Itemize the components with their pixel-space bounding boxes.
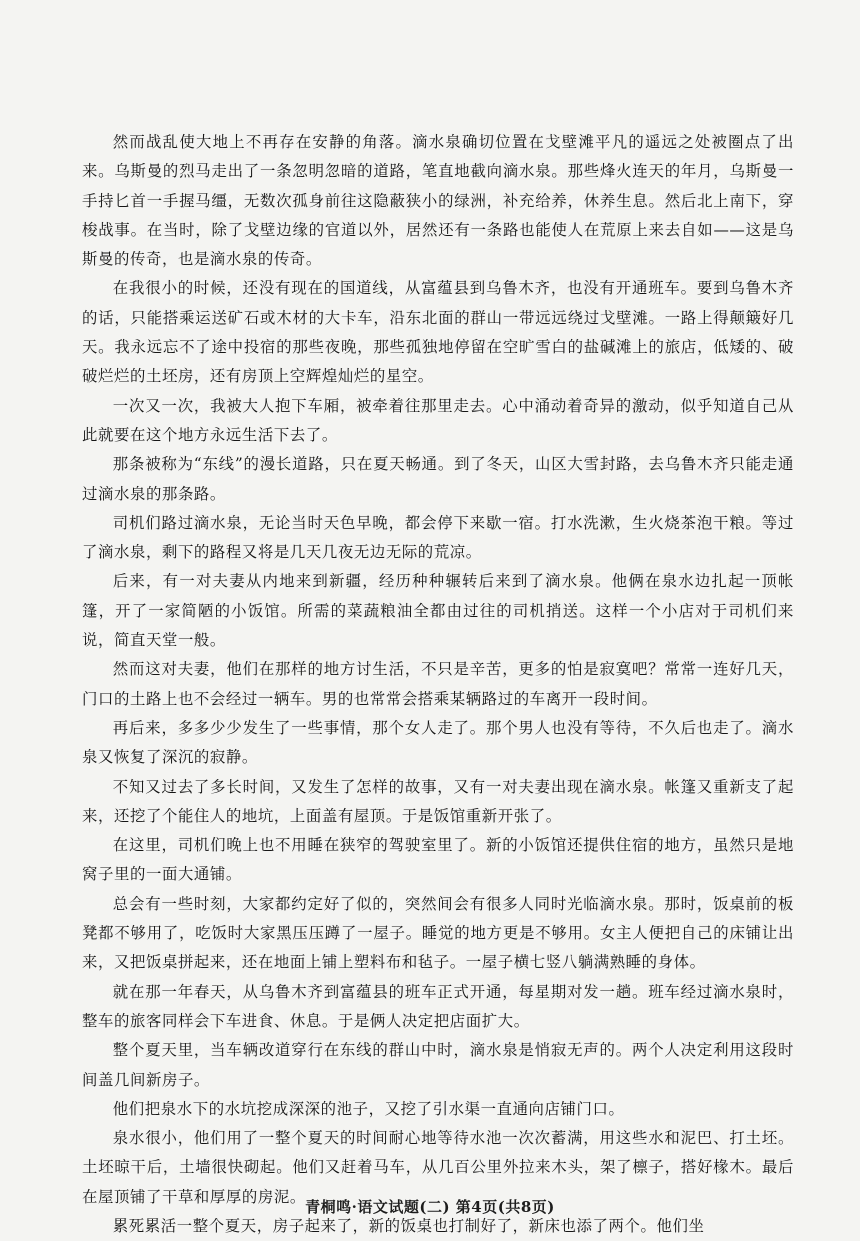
paragraph: 累死累活一整个夏天，房子起来了，新的饭桌也打制好了，新床也添了两个。他们坐: [112, 1216, 705, 1235]
paragraph: 然而战乱使大地上不再存在安静的角落。滴水泉确切位置在戈壁滩平凡的遥远之处被圈点了出来。乌斯曼的烈马走出了一条忽明忽暗的道路，笔直地截向滴水泉。那些烽火连天的年月，乌斯曼一手持匕首一手握马缰，无数次孤身前往这隐蔽狭小的绿洲，补充给养，休养生息。然后北上南下，穿梭战事。在当时，除了戈壁边缘的官道以外，居然还有一条路也能使人在荒原上来去自如——这是乌斯曼的传奇，也是滴水泉的传奇。: [82, 133, 794, 269]
paragraph: 然而这对夫妻，他们在那样的地方讨生活，不只是辛苦，更多的怕是寂寞吧？常常一连好几天，门口的土路上也不会经过一辆车。男的也常常会搭乘某辆路过的车离开一段时间。: [82, 660, 794, 708]
paragraph: 不知又过去了多长时间，又发生了怎样的故事，又有一对夫妻出现在滴水泉。帐篷又重新支了起来，还挖了个能住人的地坑，上面盖有屋顶。于是饭馆重新开张了。: [82, 777, 794, 825]
paragraph: 后来，有一对夫妻从内地来到新疆，经历种种辗转后来到了滴水泉。他俩在泉水边扎起一顶帐篷，开了一家简陋的小饭馆。所需的菜蔬粮油全都由过往的司机捎送。这样一个小店对于司机们来说，简直天堂一般。: [82, 572, 794, 650]
paragraph: 整个夏天里，当车辆改道穿行在东线的群山中时，滴水泉是悄寂无声的。两个人决定利用这段时间盖几间新房子。: [82, 1041, 794, 1089]
paragraph: 在这里，司机们晚上也不用睡在狭窄的驾驶室里了。新的小饭馆还提供住宿的地方，虽然只是地窝子里的一面大通铺。: [82, 836, 794, 884]
paragraph: 司机们路过滴水泉，无论当时天色早晚，都会停下来歇一宿。打水洗漱，生火烧茶泡干粮。等过了滴水泉，剩下的路程又将是几天几夜无边无际的荒凉。: [82, 513, 794, 562]
paragraph: 再后来，多多少少发生了一些事情，那个女人走了。那个男人也没有等待，不久后也走了。滴水泉又恢复了深沉的寂静。: [82, 718, 794, 767]
paragraph: 他们把泉水下的水坑挖成深深的池子，又挖了引水渠一直通向店铺门口。: [112, 1099, 625, 1118]
paragraph: 就在那一年春天，从乌鲁木齐到富蕴县的班车正式开通，每星期对发一趟。班车经过滴水泉时，整车的旅客同样会下车进食、休息。于是俩人决定把店面扩大。: [82, 982, 794, 1030]
paragraph: 那条被称为“东线”的漫长道路，只在夏天畅通。到了冬天，山区大雪封路，去乌鲁木齐只能走通过滴水泉的那条路。: [82, 455, 794, 503]
paragraph: 泉水很小，他们用了一整个夏天的时间耐心地等待水池一次次蓄满，用这些水和泥巴、打土坯。土坯晾干后，土墙很快砌起。他们又赶着马车，从几百公里外拉来木头，架了檩子，搭好椽木。最后在屋顶铺了干草和厚厚的房泥。: [82, 1129, 794, 1206]
paragraph: 总会有一些时刻，大家都约定好了似的，突然间会有很多人同时光临滴水泉。那时，饭桌前的板凳都不够用了，吃饭时大家黑压压蹲了一屋子。睡觉的地方更是不够用。女主人便把自己的床铺让出来，又把饭桌拼起来，还在地面上铺上塑料布和毡子。一屋子横七竖八躺满熟睡的身体。: [82, 894, 794, 972]
page-footer: 青桐鸣·语文试题(二) 第4页(共8页): [305, 1198, 555, 1216]
paragraph: 一次又一次，我被大人抱下车厢，被牵着往那里走去。心中涌动着奇异的激动，似乎知道自己从此就要在这个地方永远生活下去了。: [82, 396, 794, 444]
paragraph: 在我很小的时候，还没有现在的国道线，从富蕴县到乌鲁木齐，也没有开通班车。要到乌鲁木齐的话，只能搭乘运送矿石或木材的大卡车，沿东北面的群山一带远远绕过戈壁滩。一路上得颠簸好几天。我永远忘不了途中投宿的那些夜晚，那些孤独地停留在空旷雪白的盐碱滩上的旅店，低矮的、破破烂烂的土坯房，还有房顶上空辉煌灿烂的星空。: [82, 279, 794, 386]
document-body: [82, 128, 794, 1241]
